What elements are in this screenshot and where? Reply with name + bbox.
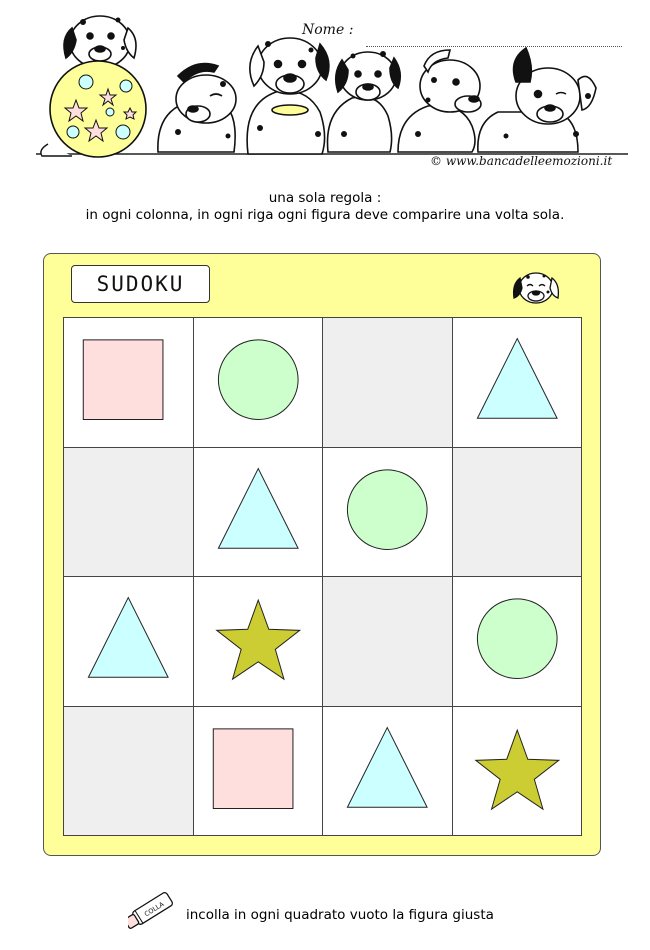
sudoku-cell xyxy=(453,577,582,706)
sudoku-cell xyxy=(194,448,323,577)
sudoku-grid xyxy=(63,317,582,836)
sudoku-title: SUDOKU xyxy=(71,265,210,303)
circle-shape xyxy=(323,448,452,577)
empty-cell[interactable] xyxy=(323,577,452,706)
sudoku-cell xyxy=(323,448,452,577)
star-shape xyxy=(453,707,582,836)
sudoku-cell xyxy=(64,318,193,447)
site-credit: © www.bancadelleemozioni.it xyxy=(430,154,613,168)
empty-cell[interactable] xyxy=(64,707,193,836)
sudoku-board xyxy=(43,253,601,856)
circle-shape xyxy=(194,318,323,447)
sudoku-cell xyxy=(323,707,452,836)
glue-stick-label: COLLA xyxy=(142,900,166,919)
triangle-shape xyxy=(64,577,193,706)
square-shape xyxy=(64,318,193,447)
sudoku-cell xyxy=(64,577,193,706)
sudoku-cell xyxy=(194,577,323,706)
sudoku-cell xyxy=(194,707,323,836)
empty-cell[interactable] xyxy=(323,318,452,447)
footer-instruction: incolla in ogni quadrato vuoto la figura giusta xyxy=(186,907,494,923)
empty-cell[interactable] xyxy=(453,448,582,577)
triangle-shape xyxy=(194,448,323,577)
sudoku-cell xyxy=(194,318,323,447)
empty-cell[interactable] xyxy=(64,448,193,577)
circle-shape xyxy=(453,577,582,706)
rule-title: una sola regola : xyxy=(268,190,382,206)
name-field-line[interactable] xyxy=(366,46,622,47)
rule-text: in ogni colonna, in ogni riga ogni figura deve comparire una volta sola. xyxy=(85,207,565,223)
name-label: Nome : xyxy=(302,22,354,38)
triangle-shape xyxy=(453,318,582,447)
star-shape xyxy=(194,577,323,706)
sudoku-cell xyxy=(453,707,582,836)
triangle-shape xyxy=(323,707,452,836)
sudoku-cell xyxy=(453,318,582,447)
glue-stick-icon xyxy=(128,882,180,932)
puppy-face-icon xyxy=(510,264,562,308)
square-shape xyxy=(194,707,323,836)
